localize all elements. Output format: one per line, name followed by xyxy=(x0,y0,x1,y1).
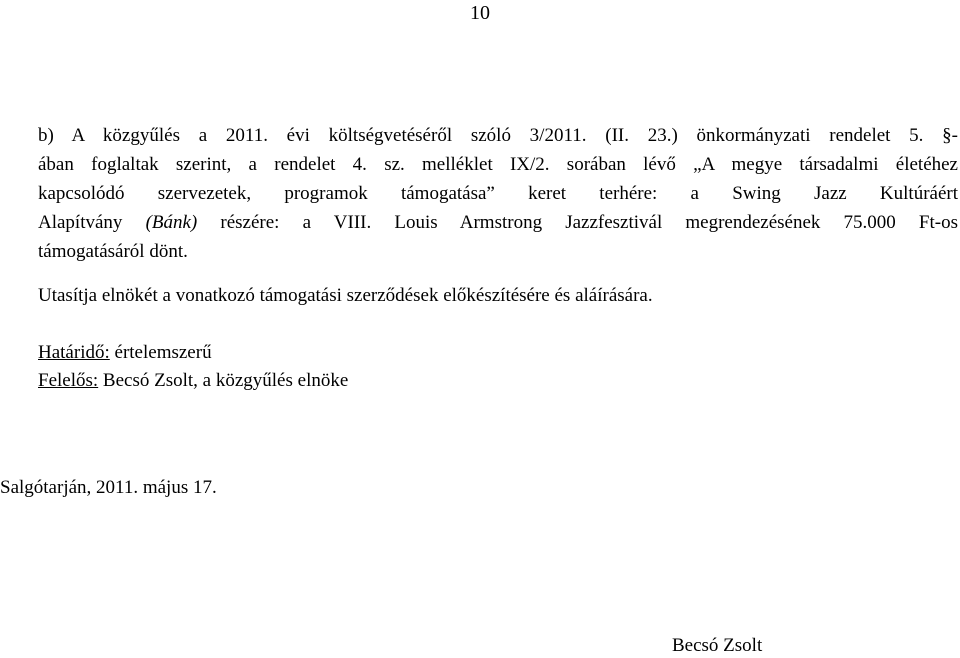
page-number: 10 xyxy=(470,2,490,24)
instruction-text: Utasítja elnökét a vonatkozó támogatási szerződések előkészítésére és aláírására. xyxy=(38,285,653,306)
responsible-value: Becsó Zsolt, a közgyűlés elnöke xyxy=(98,370,349,391)
resolution-line: támogatásáról dönt. xyxy=(38,241,188,262)
deadline-label: Határidő: xyxy=(38,342,110,363)
deadline-value: értelemszerű xyxy=(109,342,212,363)
responsible-label: Felelős: xyxy=(38,370,99,391)
resolution-italic-text: (Bánk) xyxy=(145,212,198,233)
deadline-line xyxy=(38,341,212,365)
place-date: Salgótarján, 2011. május 17. xyxy=(0,477,217,498)
resolution-paragraph xyxy=(38,121,958,266)
resolution-text: Alapítvány xyxy=(38,212,146,233)
resolution-line xyxy=(38,208,958,237)
resolution-line: ában foglaltak szerint, a rendelet 4. sz. melléklet IX/2. sorában lévő „A megye társadalmi életéhez xyxy=(38,154,958,175)
responsible-line xyxy=(38,369,348,393)
signature: Becsó Zsolt xyxy=(672,635,763,656)
resolution-line: kapcsolódó szervezetek, programok támogatása” keret terhére: a Swing Jazz Kultúráért xyxy=(38,183,958,204)
resolution-text: részére: a VIII. Louis Armstrong Jazzfesztivál megrendezésének 75.000 Ft-os xyxy=(197,212,958,233)
resolution-line: b) A közgyűlés a 2011. évi költségvetéséről szóló 3/2011. (II. 23.) önkormányzati rendelet 5. §- xyxy=(38,125,958,146)
